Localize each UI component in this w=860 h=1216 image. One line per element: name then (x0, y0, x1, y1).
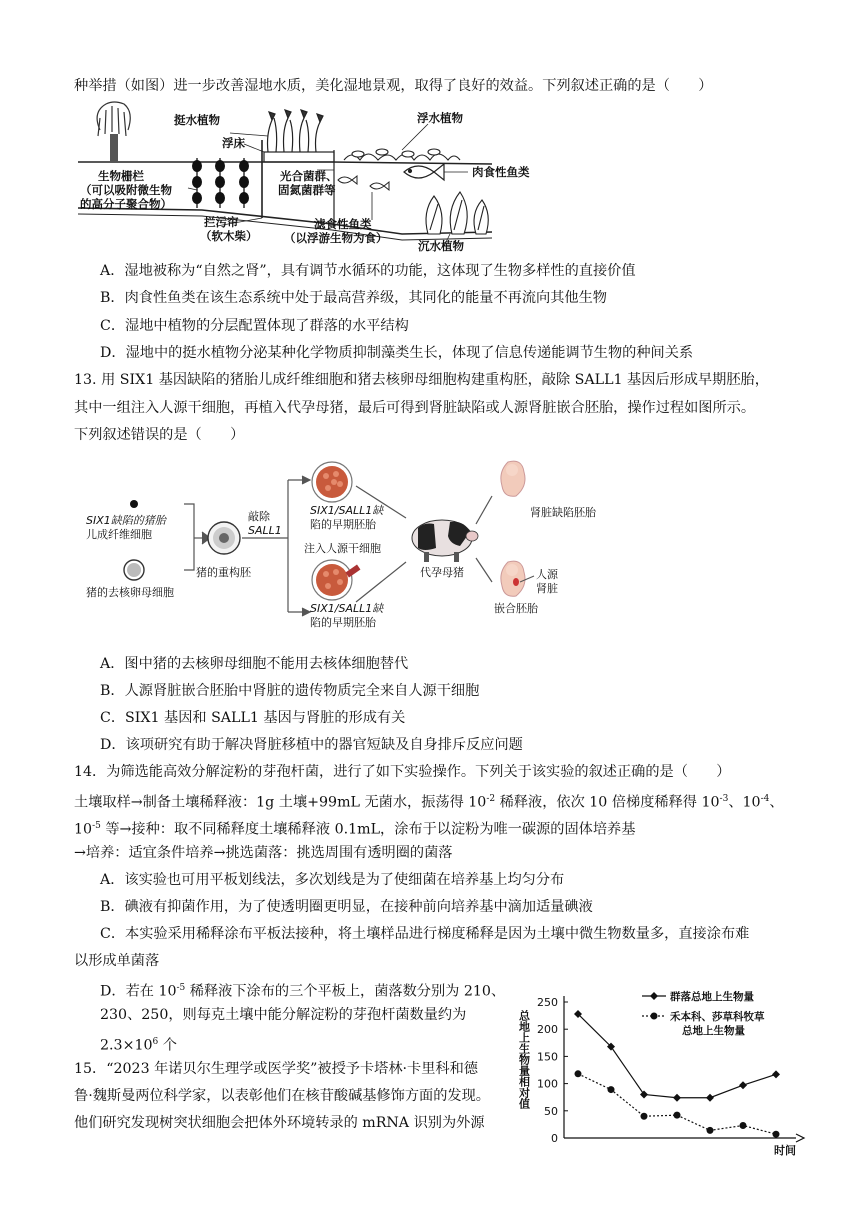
fetus-kidney-defect-icon (501, 461, 525, 496)
y-tick-label: 0 (551, 1132, 558, 1145)
label-carnivore-fish: 肉食性鱼类 (472, 165, 530, 179)
floating-plant-icon (344, 149, 460, 160)
q14-procedure-2: $10^{-5}$ 等→接种：取不同稀释度土壤稀释液 0.1mL，涂布于以淀粉为唯一碳源的固体培养基 (74, 821, 636, 838)
label-fibro-1: SIX1缺陷的猪胎 (86, 514, 166, 527)
willow-tree-icon (97, 102, 130, 162)
series-2-point (707, 1127, 714, 1134)
biomass-chart (516, 980, 816, 1158)
label-chimeric: 嵌合胚胎 (494, 602, 538, 615)
label-filter-fish-1: 滤食性鱼类 (314, 217, 372, 231)
emergent-plant-icon (268, 110, 324, 152)
series-2-point (641, 1113, 648, 1120)
series-2-point (608, 1086, 615, 1093)
q13-stem-2: 其中一组注入人源干细胞，再植入代孕母猪，最后可得到肾脏缺陷或人源肾脏嵌合胚胎，操作过程如图所示。 (74, 400, 756, 416)
chart-ylabel: 总地上生物量相对值 (517, 1010, 531, 1109)
q14-option-d-2: 230、250，则每克土壤中能分解淀粉的芽孢杆菌数量约为 (100, 1007, 467, 1023)
q13-option-a: A．图中猪的去核卵母细胞不能用去核体细胞替代 (100, 656, 409, 672)
label-surrogate: 代孕母猪 (420, 566, 464, 579)
series-1-point (706, 1094, 714, 1102)
y-tick-label: 150 (537, 1050, 558, 1064)
label-filter-fish-2: （以浮游生物为食） (284, 231, 388, 245)
q14-option-c-2: 以形成单菌落 (74, 953, 160, 969)
chart-legend (642, 990, 765, 1037)
label-fence-2: （可以吸附微生物 (80, 183, 172, 197)
early-embryo-top-icon (312, 462, 352, 502)
series-1-point (772, 1070, 780, 1078)
q13-option-d: D．该项研究有助于解决肾脏移植中的器官短缺及自身排斥反应问题 (100, 737, 523, 753)
legend-series-1: 群落总地上生物量 (670, 991, 754, 1003)
y-tick-label: 250 (537, 996, 558, 1009)
series-2-point (773, 1131, 780, 1138)
label-curtain-1: 拦污帘 (204, 215, 239, 229)
submerged-plant-icon (426, 192, 488, 234)
label-embryo-bottom-2: 陷的早期胚胎 (310, 616, 376, 629)
legend-series-2-line2: 总地上生物量 (682, 1025, 745, 1037)
float-bed-icon (264, 152, 334, 162)
x-axis-arrow-icon (796, 1134, 804, 1142)
label-knockout-2: SALL1 (248, 524, 282, 537)
label-float-bed: 浮床 (222, 136, 245, 150)
fibroblast-cell-icon (130, 500, 138, 508)
series-2-point (740, 1122, 747, 1129)
label-human-kidney-1: 人源 (536, 568, 558, 581)
q14-option-a: A．该实验也可用平板划线法，多次划线是为了使细菌在培养基上均匀分布 (100, 872, 565, 888)
q13-option-b: B．人源肾脏嵌合胚胎中肾脏的遗传物质完全来自人源干细胞 (100, 683, 480, 699)
y-tick-label: 100 (537, 1077, 558, 1091)
series-1-point (640, 1090, 648, 1098)
surrogate-pig-icon (412, 520, 478, 562)
label-fence-1: 生物栅栏 (98, 169, 144, 183)
label-fibro-2: 儿成纤维细胞 (86, 528, 152, 541)
label-kidney-defect: 肾脏缺陷胚胎 (530, 506, 596, 519)
carnivore-fish-icon (404, 164, 444, 180)
q13-stem-3: 下列叙述错误的是（ ） (74, 427, 245, 443)
q14-option-d-3: $2.3\times 10^6$ 个 (100, 1037, 177, 1054)
label-submerged: 沉水植物 (418, 239, 464, 253)
bio-fence-icon (192, 158, 249, 208)
chart-xlabel: 时间 (774, 1144, 796, 1157)
series-2-point (674, 1112, 681, 1119)
label-inject: 注入人源干细胞 (304, 542, 381, 555)
label-bacteria-1: 光合菌群、 (280, 169, 338, 183)
label-knockout-1: 敲除 (248, 510, 270, 523)
q12-option-d: D．湿地中的挺水植物分泌某种化学物质抑制藻类生长，体现了信息传递能调节生物的种间关系 (100, 345, 694, 361)
label-embryo-top-1: SIX1/SALL1缺 (310, 504, 384, 517)
y-tick-label: 50 (544, 1104, 558, 1118)
early-embryo-bottom-icon (312, 560, 360, 600)
q14-procedure-3: →培养：适宜条件培养→挑选菌落：挑选周围有透明圈的菌落 (74, 845, 453, 861)
q12-intro: 种举措（如图）进一步改善湿地水质，美化湿地景观，取得了良好的效益。下列叙述正确的是（ ） (74, 78, 713, 94)
q14-stem: 14．为筛选能高效分解淀粉的芽孢杆菌，进行了如下实验操作。下列关于该实验的叙述正确的是（ ） (74, 764, 731, 780)
wetland-figure (72, 100, 532, 255)
filter-fish-icon (338, 176, 389, 190)
reconstructed-embryo-icon (208, 522, 240, 554)
q14-option-c-1: C．本实验采用稀释涂布平板法接种，将土壤样品进行梯度稀释是因为土壤中微生物数量多，直接涂布难 (100, 926, 750, 942)
label-bacteria-2: 固氮菌群等 (278, 183, 336, 197)
y-tick-label: 200 (537, 1023, 558, 1037)
label-embryo-top-2: 陷的早期胚胎 (310, 518, 376, 531)
label-fence-3: 的高分子聚合物） (80, 197, 172, 211)
label-oocyte: 猪的去核卵母细胞 (86, 586, 174, 599)
q12-option-c: C．湿地中植物的分层配置体现了群落的水平结构 (100, 318, 409, 334)
q15-line-2: 鲁·魏斯曼两位科学家，以表彰他们在核苷酸碱基修饰方面的发现。 (74, 1088, 490, 1104)
label-curtain-2: （软木柴） (200, 229, 258, 243)
label-human-kidney-2: 肾脏 (536, 582, 558, 595)
q14-option-d-1: D．若在 $10^{-5}$ 稀释液下涂布的三个平板上，菌落数分别为 210、 (100, 983, 506, 1000)
series-1-point (673, 1094, 681, 1102)
q13-stem-1: 13. 用 SIX1 基因缺陷的猪胎儿成纤维细胞和猪去核卵母细胞构建重构胚，敲除 SALL1 基因后形成早期胚胎， (74, 372, 769, 388)
q15-line-1: 15．“2023 年诺贝尔生理学或医学奖”被授予卡塔林·卡里科和德 (74, 1061, 478, 1077)
label-embryo-bottom-1: SIX1/SALL1缺 (310, 602, 384, 615)
q12-option-a: A．湿地被称为“自然之肾”，具有调节水循环的功能，这体现了生物多样性的直接价值 (100, 263, 636, 279)
fetus-chimeric-icon (501, 561, 534, 596)
q14-option-b: B．碘液有抑菌作用，为了使透明圈更明显，在接种前向培养基中滴加适量碘液 (100, 899, 593, 915)
label-reconstructed: 猪的重构胚 (196, 566, 251, 579)
q15-line-3: 他们研究发现树突状细胞会把体外环境转录的 mRNA 识别为外源 (74, 1115, 485, 1131)
label-emergent: 挺水植物 (174, 113, 220, 127)
q14-procedure-1: 土壤取样→制备土壤稀释液：1g 土壤+99mL 无菌水，振荡得 $10^{-2}$ 稀释液，依次 10 倍梯度稀释得 $10^{-3}$、$10^{-4}$、 (74, 794, 784, 811)
embryo-figure (84, 452, 596, 634)
q13-option-c: C．SIX1 基因和 SALL1 基因与肾脏的形成有关 (100, 710, 406, 726)
series-1-point (739, 1081, 747, 1089)
legend-series-2-line1: 禾本科、莎草科牧草 (670, 1011, 765, 1023)
q12-option-b: B．肉食性鱼类在该生态系统中处于最高营养级，其同化的能量不再流向其他生物 (100, 290, 607, 306)
series-2-point (575, 1070, 582, 1077)
oocyte-icon (124, 560, 144, 580)
label-floating: 浮水植物 (417, 111, 463, 125)
